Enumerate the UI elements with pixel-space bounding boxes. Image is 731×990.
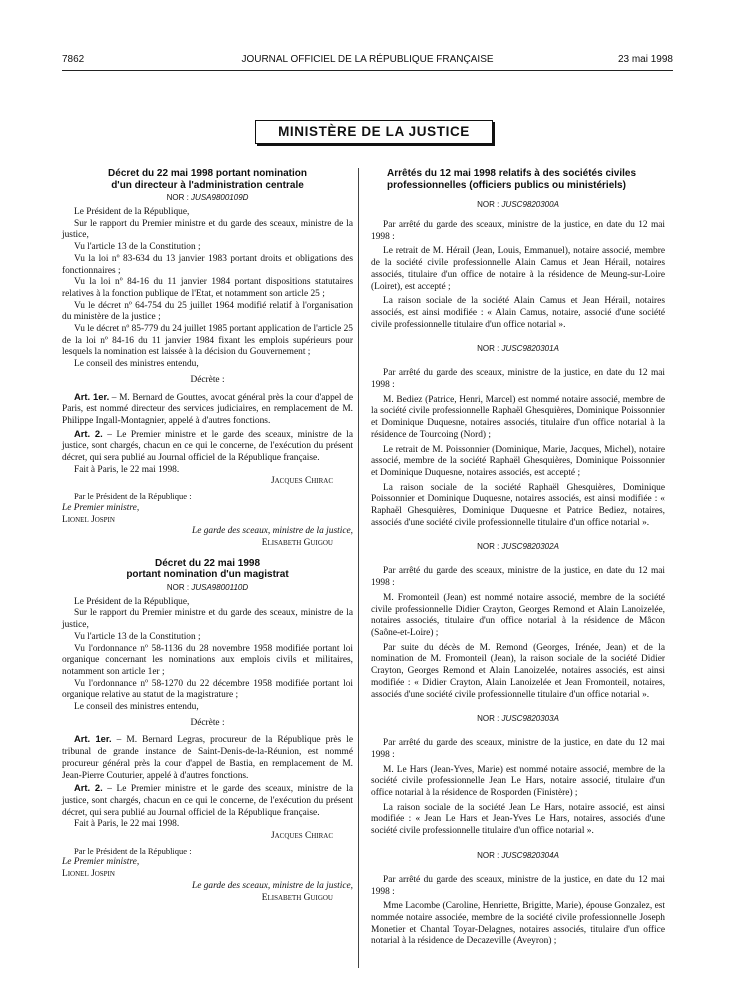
paragraph: Par arrêté du garde des sceaux, ministre de la justice, en date du 12 mai 1998 : xyxy=(371,220,665,242)
preamble-line: Vu l'article 13 de la Constitution ; xyxy=(74,242,201,253)
paragraph: Par arrêté du garde des sceaux, ministre de la justice, en date du 12 mai 1998 : xyxy=(371,738,665,760)
pm-name: Lionel Jospin xyxy=(62,514,115,525)
paragraph: Mme Lacombe (Caroline, Henriette, Brigitte, Marie), épouse Gonzalez, est nommée notaire associée, membre de la société civile professionnelle Joseph Monetier et Chantal Toyar-Delagnes, notaires associés, titulaire d'un office notarial à la résidence de Decazeville (Aveyron) ; xyxy=(371,901,665,947)
decrete-label: Décrète : xyxy=(190,717,225,728)
arrete-section-4 xyxy=(371,713,665,838)
preamble-line: Vu l'ordonnance nº 58-1136 du 28 novembre 1958 modifiée portant loi organique concernant les nominations aux emplois civils et militaires, notamment son article 1er ; xyxy=(62,643,353,677)
paragraph: Par arrêté du garde des sceaux, ministre de la justice, en date du 12 mai 1998 : xyxy=(371,368,665,391)
preamble-line: Sur le rapport du Premier ministre et du garde des sceaux, ministre de la justice, xyxy=(62,608,353,631)
article-1: Art. 1er. – M. Bernard Legras, procureur de la République près le tribunal de grande instance de Saint-Denis-de-la-Réunion, est nommé procureur général près la cour d'appel de Bastia, en remplacement de M. Jean-Pierre Couturier, appelé à d'autres fonctions. xyxy=(62,733,353,781)
arretes-title: Arrêtés du 12 mai 1998 relatifs à des sociétés civiles professionnelles (officiers publics ou ministériels) xyxy=(387,168,637,191)
preamble-line: Le conseil des ministres entendu, xyxy=(74,359,199,370)
preamble-line: Le conseil des ministres entendu, xyxy=(74,702,199,713)
paragraph: Par arrêté du garde des sceaux, ministre de la justice, en date du 12 mai 1998 : xyxy=(371,566,665,589)
decree-1 xyxy=(62,168,353,550)
preamble-line: Vu l'article 13 de la Constitution ; xyxy=(74,631,201,642)
pm-title: Le Premier ministre, xyxy=(62,502,140,513)
article-1: Art. 1er. – M. Bernard de Gouttes, avocat général près la cour d'appel de Paris, est nommé directeur des services judiciaires, en remplacement de M. Philippe Ingall-Montagnier, appelé à d'autres fonctions. xyxy=(62,390,353,426)
done-at: Fait à Paris, le 22 mai 1998. xyxy=(74,819,180,830)
by-president: Par le Président de la République : xyxy=(74,491,192,502)
paragraph: M. Fromonteil (Jean) est nommé notaire associé, membre de la société civile professionnelle Didier Crayton, Georges Remond et Alain Lanoizelée, notaires associés, titulaire d'un office notarial à la résidence de Mâcon (Saône-et-Loire) ; xyxy=(371,592,665,638)
paragraph: Par suite du décès de M. Remond (Georges, Irénée, Jean) et de la nomination de M. Fromonteil (Jean), la raison sociale de la société Didier Crayton, Georges Remond et Alain Lanoizelée, notaires associés, est ainsi modifiée : « Didier Crayton, Alain Lanoizelée et Jean Fromonteil, notaires, associés d'une société civile professionnelle titulaire d'un office notarial ». xyxy=(371,642,665,700)
preamble-line: Vu la loi nº 83-634 du 13 janvier 1983 portant droits et obligations des fonctionnaires ; xyxy=(62,253,353,276)
paragraph: La raison sociale de la société Raphaël Ghesquières, Dominique Poissonnier et Dominique Duquesne, notaires associés, est ainsi modifiée : « Raphaël Ghesquières, Dominique Duquesne et Patrice Bediez, notaires, associés d'une société civile professionnelle titulaire d'un office notarial ». xyxy=(371,482,665,528)
decrete-label: Décrète : xyxy=(190,374,225,385)
issue-date: 23 mai 1998 xyxy=(617,54,673,65)
decree-2-nor: NOR : JUSA9800110D xyxy=(166,582,249,592)
preamble-line: Le Président de la République, xyxy=(74,596,190,607)
page-header xyxy=(62,54,673,68)
paragraph: La raison sociale de la société Alain Camus et Jean Hérail, notaires associés, est ainsi modifiée : « Alain Camus, notaire, associé d'une société civile professionnelle titulaire d'un office notarial ». xyxy=(371,296,665,330)
journal-title: JOURNAL OFFICIEL DE LA RÉPUBLIQUE FRANÇAISE xyxy=(241,54,494,65)
article-2: Art. 2. – Le Premier ministre et le garde des sceaux, ministre de la justice, sont chargés, chacun en ce qui le concerne, de l'exécution du présent décret, qui sera publié au Journal officiel de la République française. xyxy=(62,782,353,818)
column-divider xyxy=(358,168,359,968)
pm-title: Le Premier ministre, xyxy=(62,857,140,868)
decree-2 xyxy=(62,558,353,905)
left-column xyxy=(62,168,353,904)
arrete-section-5 xyxy=(371,850,665,948)
paragraph: M. Bediez (Patrice, Henri, Marcel) est nommé notaire associé, membre de la société civile professionnelle Raphaël Ghesquières, Dominique Poissonnier et Dominique Duquesne, notaires associés, titulaire d'un office notarial à la résidence de Tourcoing (Nord) ; xyxy=(371,394,665,440)
preamble-line: Vu la loi nº 84-16 du 11 janvier 1984 portant dispositions statutaires relatives à la fonction publique de l'Etat, et notamment son article 25 ; xyxy=(62,277,353,299)
arrete-section-2 xyxy=(371,343,665,529)
article-2: Art. 2. – Le Premier ministre et le garde des sceaux, ministre de la justice, sont chargés, chacun en ce qui le concerne, de l'exécution du présent décret, qui sera publié au Journal officiel de la République française. xyxy=(62,427,353,464)
preamble-line: Le Président de la République, xyxy=(74,207,190,217)
paragraph: Par arrêté du garde des sceaux, ministre de la justice, en date du 12 mai 1998 : xyxy=(371,874,665,897)
arrete-section-1 xyxy=(371,199,665,331)
ministry-heading: MINISTÈRE DE LA JUSTICE xyxy=(255,120,493,144)
by-president: Par le Président de la République : xyxy=(74,845,192,856)
gds-name: Elisabeth Guigou xyxy=(261,537,333,548)
page-number: 7862 xyxy=(62,54,85,65)
gds-title: Le garde des sceaux, ministre de la justice, xyxy=(192,880,353,891)
gds-title: Le garde des sceaux, ministre de la justice, xyxy=(192,526,353,537)
signatory: Jacques Chirac xyxy=(270,476,333,487)
pm-name: Lionel Jospin xyxy=(62,869,115,880)
decree-2-title: Décret du 22 mai 1998 portant nomination d'un magistrat xyxy=(126,557,289,581)
paragraph: La raison sociale de la société Jean Le Hars, notaire associé, est ainsi modifiée : « Jean Le Hars et Jean-Yves Le Hars, notaires, associés d'une société civile professionnelle titulaire d'un office notarial ». xyxy=(371,802,665,837)
done-at: Fait à Paris, le 22 mai 1998. xyxy=(74,464,180,475)
nor-line: NOR : JUSC9820304A xyxy=(477,850,559,860)
preamble-line: Vu le décret nº 64-754 du 25 juillet 1964 modifié relatif à l'organisation du ministère de la justice ; xyxy=(62,300,353,323)
paragraph: Le retrait de M. Poissonnier (Dominique, Marie, Jacques, Michel), notaire associé, membre de la société Raphaël Ghesquières, Dominique Poissonnier et Dominique Duquesne, notaires associés, est accepté ; xyxy=(371,444,665,478)
preamble-line: Vu l'ordonnance nº 58-1270 du 22 décembre 1958 modifiée portant loi organique relative au statut de la magistrature ; xyxy=(62,678,353,701)
preamble-line: Vu le décret nº 85-779 du 24 juillet 1985 portant application de l'article 25 de la loi nº 84-16 du 11 janvier 1984 fixant les emplois supérieurs pour lesquels la nomination est laissée à la décision du Gouvernement ; xyxy=(62,324,353,358)
paragraph: M. Le Hars (Jean-Yves, Marie) est nommé notaire associé, membre de la société civile professionnelle Jean Le Hars, notaire associé, titulaire d'un office notarial à la résidence de Rosporden (Finistère) ; xyxy=(371,764,665,799)
paragraph: Le retrait de M. Hérail (Jean, Louis, Emmanuel), notaire associé, membre de la société civile professionnelle Alain Camus et Jean Hérail, notaires associés, titulaire d'un office de notaire à la résidence de Meung-sur-Loire (Loiret), est accepté ; xyxy=(371,246,665,292)
nor-line: NOR : JUSC9820303A xyxy=(477,714,559,724)
decree-1-title: Décret du 22 mai 1998 portant nomination d'un directeur à l'administration centrale xyxy=(108,168,307,191)
nor-line: NOR : JUSC9820301A xyxy=(477,344,559,354)
nor-line: NOR : JUSC9820300A xyxy=(477,200,559,209)
nor-line: NOR : JUSC9820302A xyxy=(477,542,559,552)
signatory: Jacques Chirac xyxy=(270,831,333,842)
gds-name: Elisabeth Guigou xyxy=(261,892,333,903)
arrete-section-3 xyxy=(371,541,665,701)
right-column xyxy=(371,168,665,951)
decree-1-nor: NOR : JUSA9800109D xyxy=(166,193,249,202)
header-rule xyxy=(62,70,673,71)
preamble-line: Sur le rapport du Premier ministre et du garde des sceaux, ministre de la justice, xyxy=(62,218,353,241)
